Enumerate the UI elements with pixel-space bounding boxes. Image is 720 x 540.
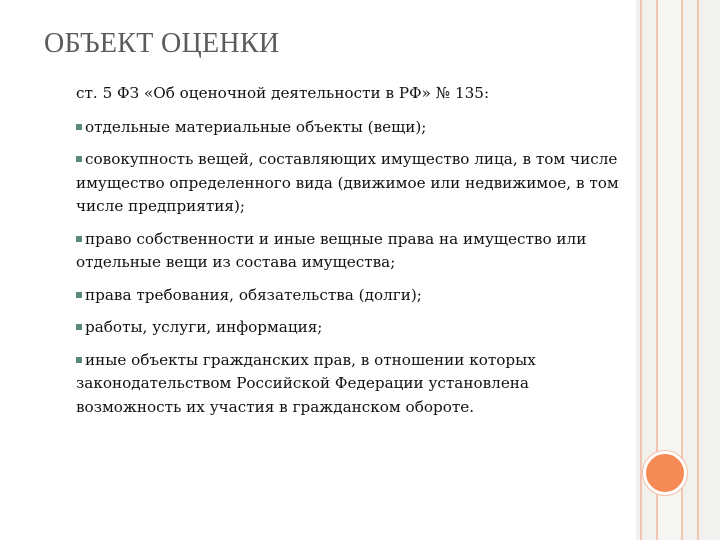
square-bullet-icon bbox=[76, 124, 82, 130]
list-item-text: иные объекты гражданских прав, в отношении которых законодательством Российской Федерации установлена возможность их участия в гражданском обороте. bbox=[76, 350, 536, 416]
decorative-frame-line bbox=[697, 0, 699, 540]
square-bullet-icon bbox=[76, 357, 82, 363]
list-item-text: работы, услуги, информация; bbox=[85, 318, 323, 336]
list-item-text: права требования, обязательства (долги); bbox=[85, 285, 422, 304]
square-bullet-icon bbox=[76, 292, 82, 298]
list-item bbox=[76, 316, 632, 340]
decorative-circle-icon bbox=[643, 451, 687, 495]
intro-text: ст. 5 ФЗ «Об оценочной деятельности в РФ» № 135: bbox=[76, 84, 490, 102]
list-item bbox=[76, 116, 632, 140]
list-item bbox=[76, 349, 632, 420]
square-bullet-icon bbox=[76, 236, 82, 242]
list-item bbox=[76, 148, 632, 219]
slide-content bbox=[76, 82, 632, 428]
list-item-text: право собственности и иные вещные права на имущество или отдельные вещи из состава имущества; bbox=[76, 229, 587, 271]
page-title: ОБЪЕКТ ОЦЕНКИ bbox=[44, 28, 280, 59]
square-bullet-icon bbox=[76, 324, 82, 330]
decorative-frame-line bbox=[640, 0, 642, 540]
square-bullet-icon bbox=[76, 156, 82, 162]
list-item-text: совокупность вещей, составляющих имущество лица, в том числе имущество определенного вида (движимое или недвижимое, в том числе предприятия); bbox=[76, 150, 619, 215]
list-item bbox=[76, 228, 632, 275]
list-item-text: отдельные материальные объекты (вещи); bbox=[85, 117, 427, 136]
list-item bbox=[76, 284, 632, 308]
